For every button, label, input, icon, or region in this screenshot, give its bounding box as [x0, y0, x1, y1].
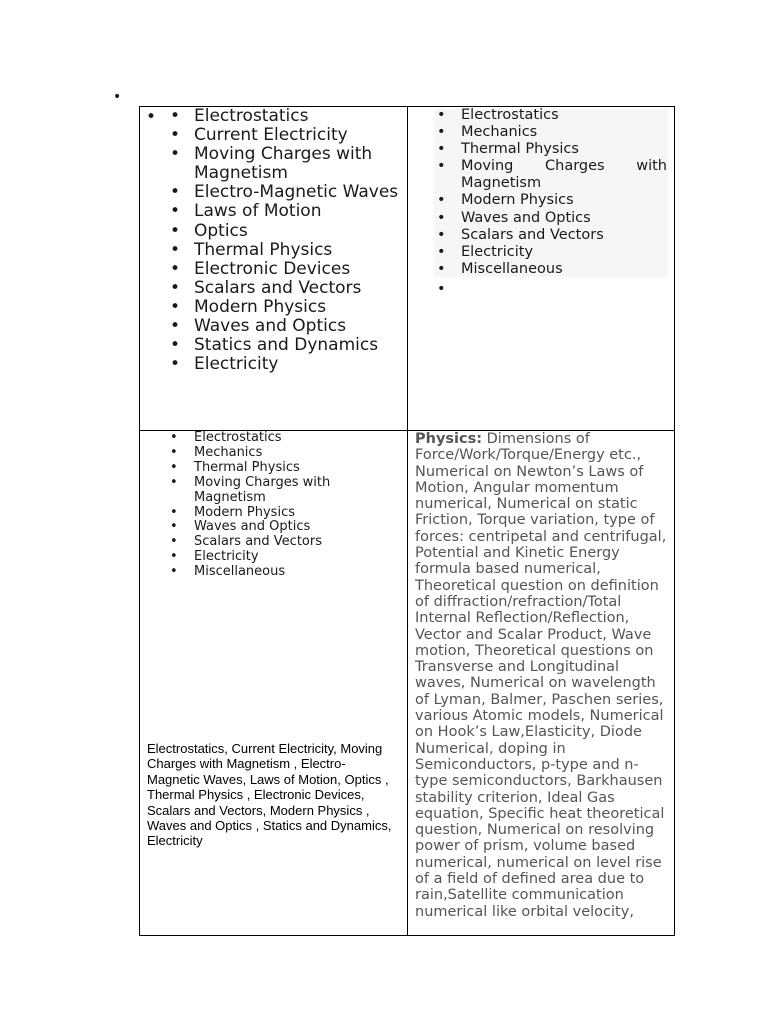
list-item: • Miscellaneous: [461, 261, 667, 278]
cell-top-right: [408, 107, 674, 430]
cell-top-left: [140, 107, 407, 430]
topics-paragraph: Electrostatics, Current Electricity, Moving Charges with Magnetism , Electro-Magnetic Waves, Laws of Motion, Optics , Thermal Physics , Electronic Devices, Scalars and Vectors, Modern Physics , Waves and Optics , Statics and Dynamics, Electricity: [147, 741, 392, 849]
list-item: • Electrostatics: [461, 107, 667, 124]
list-item: • Modern Physics: [194, 298, 404, 317]
list-item: • Thermal Physics: [461, 141, 667, 158]
list-item: • Waves and Optics: [194, 520, 399, 535]
list-item: • Mechanics: [194, 446, 399, 461]
list-item: • Moving Charges with Magnetism: [461, 158, 667, 192]
topic-list-small: [194, 431, 399, 580]
list-item: • Modern Physics: [194, 506, 399, 521]
physics-text: Dimensions of Force/Work/Torque/Energy etc., Numerical on Newton’s Laws of Motion, Angular momentum numerical, Numerical on static Friction, Torque variation, type of forces: centripetal and centrifugal, Potential and Kinetic Energy formula based numerical, Theoretical question on definition of diffraction/refraction/Total Internal Reflection/Reflection, Vector and Scalar Product, Wave motion, Theoretical questions on Transverse and Longitudinal waves, Numerical on wavelength of Lyman, Balmer, Paschen series, various Atomic models, Numerical on Hook’s Law,Elasticity, Diode Numerical, doping in Semiconductors, p-type and n-type semiconductors, Barkhausen stability criterion, Ideal Gas equation, Specific heat theoretical question, Numerical on resolving power of prism, volume based numerical, numerical on level rise of a field of defined area due to rain,Satellite communication numerical like orbital velocity,: [415, 431, 667, 920]
list-item: • Electrostatics: [194, 107, 404, 126]
physics-heading: Physics:: [415, 431, 483, 447]
cell-bottom-right: [408, 431, 674, 935]
list-item: • Optics: [194, 222, 404, 241]
cell-bottom-left: [140, 431, 407, 935]
topic-list-medium: [461, 107, 667, 298]
physics-description: [415, 431, 671, 920]
lead-bullet: •: [146, 107, 157, 127]
list-item: • Electricity: [194, 355, 404, 374]
list-item: • Mechanics: [461, 124, 667, 141]
list-item: • Miscellaneous: [194, 565, 399, 580]
list-item: • Electricity: [461, 244, 667, 261]
list-item: • Laws of Motion: [194, 202, 404, 221]
topic-list-large: [194, 107, 404, 374]
syllabus-table: [139, 106, 675, 936]
list-item: • Moving Charges with Magnetism: [194, 145, 404, 183]
list-item: • Thermal Physics: [194, 241, 404, 260]
list-item: • Current Electricity: [194, 126, 404, 145]
list-item: • Electro-Magnetic Waves: [194, 183, 404, 202]
list-item: • Electrostatics: [194, 431, 399, 446]
list-item: • Scalars and Vectors: [194, 279, 404, 298]
list-item: • Scalars and Vectors: [194, 535, 399, 550]
list-item: • Statics and Dynamics: [194, 336, 404, 355]
list-item: • Electronic Devices: [194, 260, 404, 279]
list-item: • Waves and Optics: [194, 317, 404, 336]
list-item: • Moving Charges with Magnetism: [194, 476, 399, 506]
list-item: • Scalars and Vectors: [461, 227, 667, 244]
top-bullet: •: [113, 89, 122, 105]
list-item: • Thermal Physics: [194, 461, 399, 476]
list-item: • Electricity: [194, 550, 399, 565]
empty-list-item: [461, 281, 667, 298]
list-item: • Waves and Optics: [461, 210, 667, 227]
list-item: • Modern Physics: [461, 192, 667, 209]
